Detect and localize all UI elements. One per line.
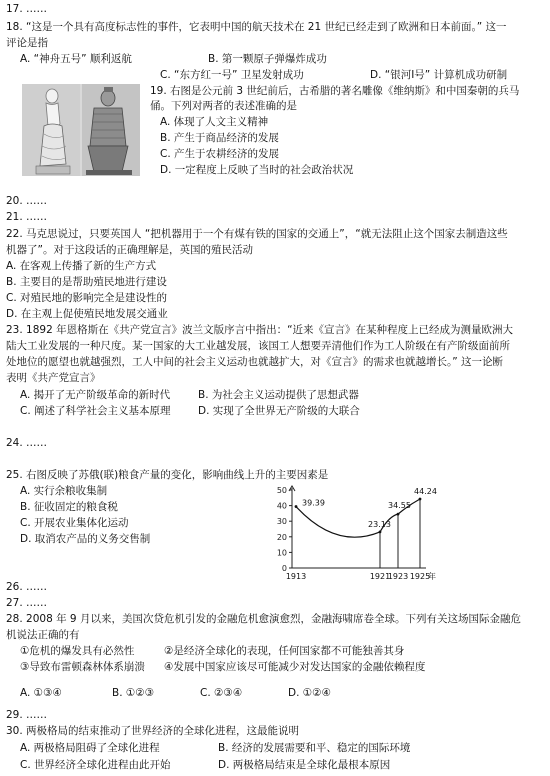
question-30-option-b: B. 经济的发展需要和平、稳定的国际环境 [218,742,411,754]
data-label: 39.39 [302,498,325,508]
question-19-stem: 19. 右图是公元前 3 世纪前后，古希腊的著名雕像《维纳斯》和中国秦朝的兵马 [150,85,520,97]
data-label: 34.55 [388,501,411,511]
terracotta-warrior-image [82,84,140,176]
question-17: 17. …… [6,3,48,15]
question-25-stem: 25. 右图反映了苏俄(联)粮食产量的变化，影响曲线上升的主要因素是 [6,469,329,481]
data-label: 44.24 [414,486,437,496]
y-tick-label: 30 [276,517,287,527]
question-18-stem-cont: 评论是指 [6,37,48,49]
question-28-option-a: A. ①③④ [20,687,62,699]
question-22-option-c: C. 对殖民地的影响完全是建设性的 [6,292,168,304]
question-28-stem-cont: 机说法正确的有 [6,629,80,641]
question-23-stem-cont-3: 表明《共产党宣言》 [6,372,101,384]
question-28-stem: 28. 2008 年 9 月以来，美国次贷危机引发的金融危机愈演愈烈，金融海啸席卷全球。下列有关这场国际金融危 [6,613,521,625]
grain-output-chart [270,484,442,584]
question-19-stem-cont: 俑。下列对两者的表述准确的是 [150,100,297,112]
question-19-option-c: C. 产生于农耕经济的发展 [160,148,280,160]
question-24: 24. …… [6,437,48,449]
question-23-option-c: C. 阐述了科学社会主义基本原理 [20,405,171,417]
question-30-option-d: D. 两极格局结束是全球化最根本原因 [218,759,391,771]
x-tick-label: 1921 [369,572,391,581]
x-tick-label: 1925 [409,572,431,581]
question-28-option-d: D. ①②④ [288,687,331,699]
question-28-item-1: ①危机的爆发具有必然性 [20,645,135,657]
question-28-item-2: ②是经济全球化的表现，任何国家都不可能独善其身 [164,645,405,657]
question-22-option-d: D. 在主观上促使殖民地发展交通业 [6,308,168,320]
question-23-option-d: D. 实现了全世界无产阶级的大联合 [198,405,360,417]
question-30-option-a: A. 两极格局阻碍了全球化进程 [20,742,160,754]
question-29: 29. …… [6,709,48,721]
venus-and-terracotta-photos [22,84,140,176]
question-23-option-b: B. 为社会主义运动提供了思想武器 [198,389,359,401]
question-21: 21. …… [6,211,48,223]
question-28-item-4: ④发展中国家应该尽可能减少对发达国家的金融依赖程度 [164,661,426,673]
question-27: 27. …… [6,597,48,609]
question-19-option-b: B. 产生于商品经济的发展 [160,132,279,144]
y-tick-label: 10 [276,548,287,558]
x-tick-label: 1923 [387,572,409,581]
question-23-stem-cont-1: 陆大工业发展的一种尺度。某一国家的大工业越发展，该国工人想要弄清他们作为工人阶级在有产阶级面前所 [6,340,510,352]
question-20: 20. …… [6,195,48,207]
data-label: 23.13 [368,519,391,529]
question-26: 26. …… [6,581,48,593]
question-25-option-b: B. 征收固定的粮食税 [20,501,118,513]
question-22-option-b: B. 主要目的是帮助殖民地进行建设 [6,276,167,288]
x-unit-label: 年 [428,572,436,581]
question-19-option-a: A. 体现了人文主义精神 [160,116,269,128]
data-point [295,505,298,508]
question-30-stem: 30. 两极格局的结束推动了世界经济的全球化进程，这最能说明 [6,725,300,737]
question-22-stem: 22. 马克思说过，只要英国人 “把机器用于一个有煤有铁的国家的交通上”，“就无法阻止这个国家去制造这些 [6,228,508,240]
question-23-stem-cont-2: 处地位的愿望也就越强烈，工人中间的社会主义运动也就越扩大，对《宣言》的需求也就越增长。” 这一论断 [6,356,504,368]
question-18-option-d: D. “银河Ⅰ号” 计算机成功研制 [370,69,508,81]
question-18-option-b: B. 第一颗原子弹爆炸成功 [208,53,327,65]
question-28-option-b: B. ①②③ [112,687,155,699]
question-18-option-a: A. “神舟五号” 顺利返航 [20,53,132,65]
y-tick-label: 40 [276,501,287,511]
data-point [419,498,422,501]
y-tick-label: 20 [276,532,287,542]
question-25-option-a: A. 实行余粮收集制 [20,485,108,497]
x-tick-label: 1913 [285,572,307,581]
question-23-stem: 23. 1892 年恩格斯在《共产党宣言》波兰文版序言中指出：“近来《宣言》在某种程度上已经成为测量欧洲大 [6,324,514,336]
y-tick-label: 0 [281,564,287,573]
venus-statue-image [22,84,80,176]
data-point [397,513,400,516]
question-18-stem: 18. “这是一个具有高度标志性的事件，它表明中国的航天技术在 21 世纪已经走到了欧洲和日本前面。” 这一 [6,21,507,33]
question-28-item-3: ③导致布雷顿森林体系崩溃 [20,661,145,673]
question-28-option-c: C. ②③④ [200,687,243,699]
question-22-stem-cont: 机器了”。对于这段话的正确理解是，英国的殖民活动 [6,244,253,256]
question-18-option-c: C. “东方红一号” 卫星发射成功 [160,69,304,81]
question-25-option-c: C. 开展农业集体化运动 [20,517,129,529]
question-23-option-a: A. 揭开了无产阶级革命的新时代 [20,389,171,401]
question-19-option-d: D. 一定程度上反映了当时的社会政治状况 [160,164,354,176]
y-tick-label: 50 [276,486,287,495]
grain-output-chart-svg [270,484,442,584]
question-22-option-a: A. 在客观上传播了新的生产方式 [6,260,157,272]
question-25-option-d: D. 取消农产品的义务交售制 [20,533,151,545]
data-point [379,531,382,534]
question-30-option-c: C. 世界经济全球化进程由此开始 [20,759,171,771]
